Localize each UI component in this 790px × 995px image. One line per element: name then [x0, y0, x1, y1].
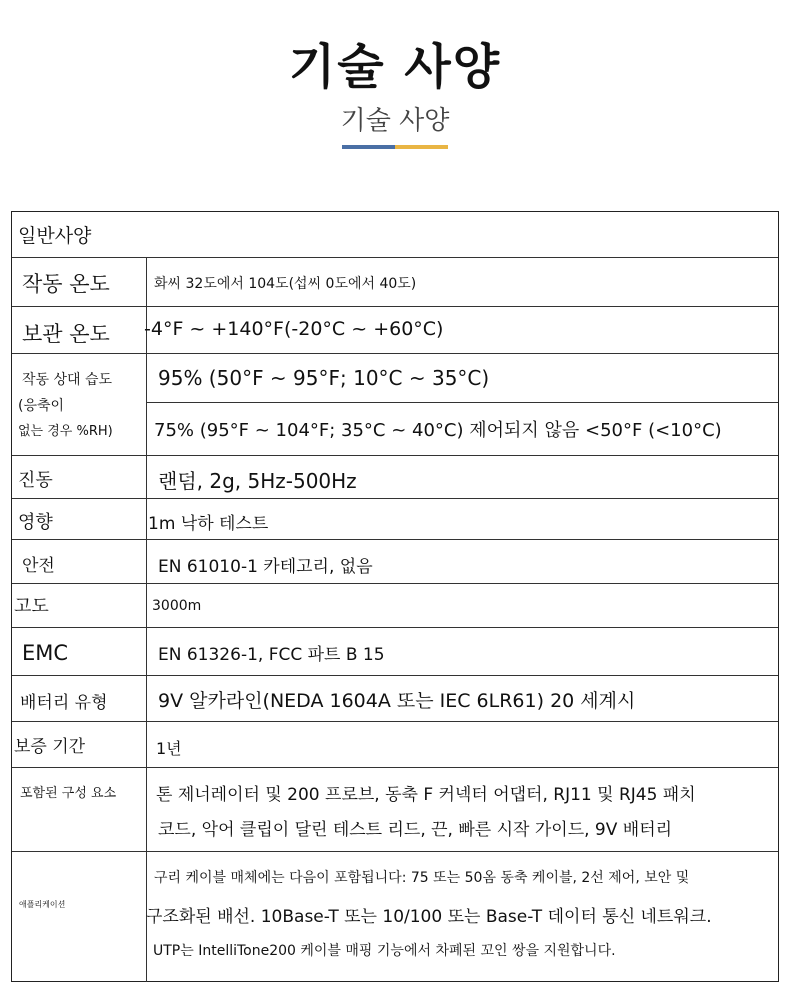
table-row-emc: [12, 627, 778, 675]
title-divider: [342, 145, 448, 149]
humidity-value-2: 75% (95°F ~ 104°F; 35°C ~ 40°C) 제어되지 않음 <50°F (<10°C): [154, 420, 722, 441]
spec-table: [11, 211, 779, 982]
altitude-label: 고도: [14, 596, 49, 617]
table-row-altitude: [12, 583, 778, 627]
humidity-label-line3: 없는 경우 %RH): [18, 424, 113, 439]
included-label: 포함된 구성 요소: [20, 786, 117, 801]
divider-yellow: [395, 145, 448, 149]
impact-value: 1m 낙하 테스트: [148, 514, 269, 534]
storage-temp-value: -4°F ~ +140°F(-20°C ~ +60°C): [144, 318, 444, 340]
emc-label: EMC: [22, 641, 69, 665]
section-header: 일반사양: [18, 225, 92, 247]
warranty-label: 보증 기간: [14, 737, 86, 757]
table-row-operating-temp: [12, 257, 778, 306]
application-line-2: 구조화된 배선. 10Base-T 또는 10/100 또는 Base-T 데이터 통신 네트워크.: [146, 907, 712, 927]
altitude-value: 3000m: [152, 598, 202, 614]
column-divider: [146, 584, 147, 628]
included-line-1: 톤 제너레이터 및 200 프로브, 동축 F 커넥터 어댑터, RJ11 및 RJ45 패치: [156, 785, 696, 805]
operating-temp-value: 화씨 32도에서 104도(섭씨 0도에서 40도): [154, 276, 417, 292]
table-row-application: [12, 851, 778, 981]
operating-temp-label: 작동 온도: [22, 272, 110, 296]
column-divider: [146, 722, 147, 768]
table-row-battery: [12, 675, 778, 721]
column-divider: [146, 540, 147, 584]
page-title: 기술 사양: [288, 39, 502, 95]
table-row-safety: [12, 539, 778, 583]
column-divider: [146, 768, 147, 852]
impact-label: 영향: [18, 512, 53, 533]
column-divider: [146, 628, 147, 676]
column-divider: [146, 456, 147, 499]
page-subtitle: 기술 사양: [340, 106, 450, 136]
table-row-vibration: [12, 455, 778, 498]
column-divider: [146, 676, 147, 722]
table-row-humidity: [12, 353, 778, 455]
vibration-value: 랜덤, 2g, 5Hz-500Hz: [158, 469, 357, 493]
safety-value: EN 61010-1 카테고리, 없음: [158, 557, 373, 577]
column-divider: [146, 354, 147, 456]
emc-value: EN 61326-1, FCC 파트 B 15: [158, 645, 385, 665]
column-divider: [146, 258, 147, 307]
warranty-value: 1년: [156, 739, 182, 758]
table-row-impact: [12, 498, 778, 539]
application-line-1: 구리 케이블 매체에는 다음이 포함됩니다: 75 또는 50옴 동축 케이블, 2선 제어, 보안 및: [154, 870, 690, 886]
table-row-warranty: [12, 721, 778, 767]
table-row-storage-temp: [12, 306, 778, 353]
humidity-value-1: 95% (50°F ~ 95°F; 10°C ~ 35°C): [158, 366, 490, 390]
humidity-label-line2: (응축이: [18, 398, 65, 414]
application-label: 애플리케이션: [19, 900, 66, 909]
safety-label: 안전: [22, 556, 55, 576]
included-line-2: 코드, 악어 클립이 달린 테스트 리드, 끈, 빠른 시작 가이드, 9V 배터리: [158, 820, 673, 840]
battery-value: 9V 알카라인(NEDA 1604A 또는 IEC 6LR61) 20 세계시: [158, 690, 636, 712]
divider-blue: [342, 145, 395, 149]
column-divider: [146, 499, 147, 540]
application-line-3: UTP는 IntelliTone200 케이블 매핑 기능에서 차폐된 꼬인 쌍을 지원합니다.: [153, 943, 616, 959]
table-row-section: [12, 212, 778, 257]
row-divider: [146, 402, 778, 403]
vibration-label: 진동: [18, 470, 53, 491]
table-row-included: [12, 767, 778, 851]
battery-label: 배터리 유형: [20, 693, 108, 713]
humidity-label-line1: 작동 상대 습도: [22, 372, 113, 388]
storage-temp-label: 보관 온도: [22, 322, 110, 346]
